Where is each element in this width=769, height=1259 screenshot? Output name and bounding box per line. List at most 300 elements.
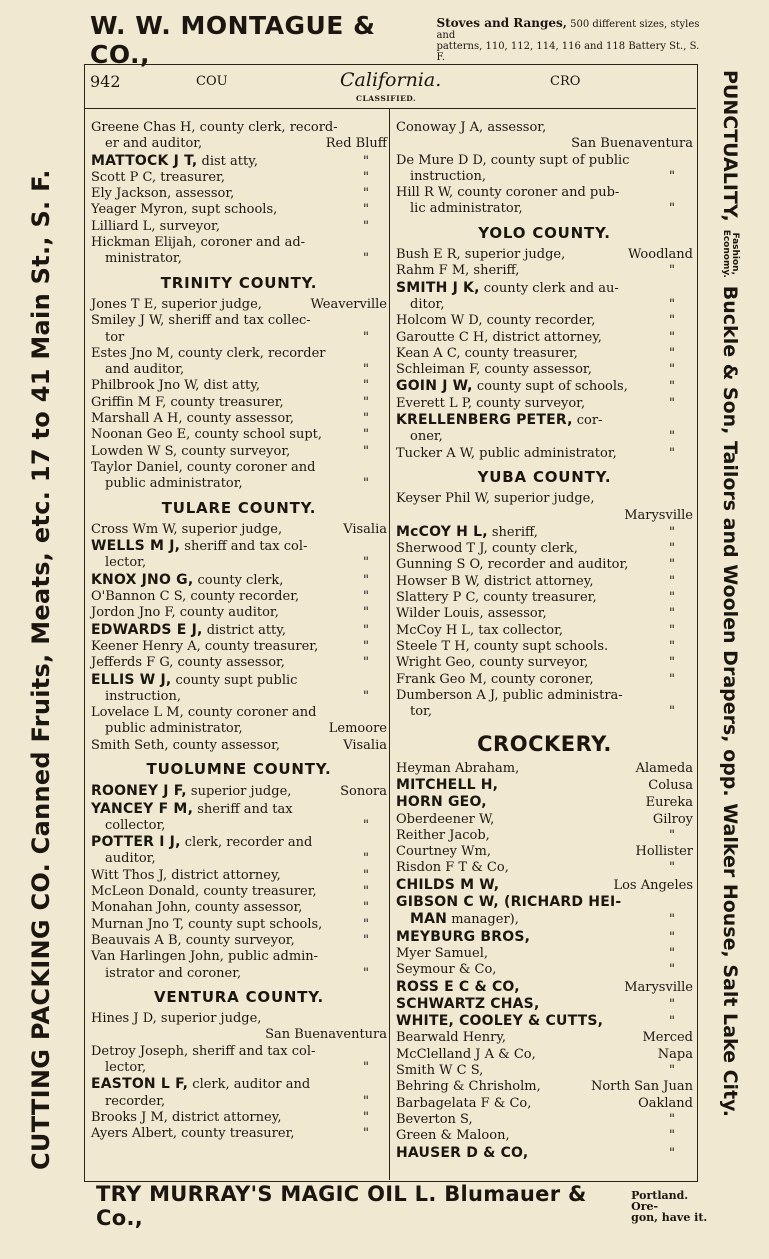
directory-entry <box>91 783 387 800</box>
directory-entry <box>91 1060 387 1076</box>
entry-name: Monahan John, county assessor, <box>91 900 303 916</box>
ditto-mark: " <box>669 313 675 329</box>
ditto-mark: " <box>669 1063 675 1079</box>
entry-location: Oakland <box>638 1095 693 1111</box>
entry-name-bold: EDWARDS E J, <box>91 621 203 638</box>
yuba-county-heading: YUBA COUNTY. <box>477 467 612 486</box>
entry-text <box>91 460 315 476</box>
portland-ad-text <box>631 1190 716 1223</box>
ditto-mark: " <box>669 379 675 395</box>
ditto-mark: " <box>363 555 369 571</box>
shasta-county-list <box>91 120 387 268</box>
directory-entry <box>396 877 693 894</box>
ditto-mark: " <box>363 851 369 867</box>
entry-text <box>91 427 322 443</box>
entry-text <box>396 590 597 606</box>
entry-text <box>91 933 295 949</box>
entry-name-bold: WELLS M J, <box>91 538 181 555</box>
entry-name: oner, <box>410 429 443 445</box>
directory-entry <box>396 860 693 876</box>
ditto-mark: " <box>363 202 369 218</box>
ditto-mark: " <box>363 932 369 948</box>
entry-name: Griffin M F, county treasurer, <box>91 394 284 410</box>
directory-entry <box>396 508 693 524</box>
ditto-mark: " <box>669 557 675 573</box>
entry-name: Behring & Chrisholm, <box>396 1079 541 1095</box>
directory-entry <box>396 169 693 185</box>
ditto-mark: " <box>669 912 675 928</box>
entry-description: clerk, recorder and <box>180 835 313 851</box>
crockery-list <box>396 761 693 1162</box>
entry-text <box>396 362 592 378</box>
entry-name: Keener Henry A, county treasurer, <box>91 638 319 654</box>
directory-entry <box>91 1126 387 1142</box>
entry-name: Cross Wm W, superior judge, <box>91 521 283 537</box>
yuba-county-list <box>396 491 693 720</box>
entry-name: Brooks J M, district attorney, <box>91 1109 282 1125</box>
directory-entry <box>396 812 693 828</box>
entry-name: Van Harlingen John, public admin- <box>91 949 319 965</box>
entry-name: public administrator, <box>105 476 243 492</box>
ditto-mark: " <box>363 362 369 378</box>
entry-location: Weaverville <box>310 296 387 312</box>
entry-text <box>105 966 241 982</box>
entry-text <box>396 541 578 557</box>
entry-text <box>396 979 520 996</box>
directory-entry <box>396 1047 693 1063</box>
right-column <box>396 120 693 1162</box>
column-divider <box>389 108 390 1180</box>
entry-name: lic administrator, <box>410 201 523 217</box>
entry-text <box>91 705 316 721</box>
tuolumne-county-heading: TUOLUMNE COUNTY. <box>146 759 332 778</box>
entry-name-bold: HORN GEO, <box>396 794 487 811</box>
entry-name-bold: MEYBURG BROS, <box>396 928 531 945</box>
entry-description: district atty, <box>202 622 287 638</box>
entry-name: lector, <box>105 1060 147 1076</box>
entry-location: Sonora <box>340 784 387 800</box>
directory-entry <box>396 688 693 704</box>
ventura-county-continued-list <box>396 120 693 218</box>
ditto-mark: " <box>669 860 675 876</box>
entry-location: Los Angeles <box>613 877 693 893</box>
ditto-mark: " <box>363 251 369 267</box>
ditto-mark: " <box>669 655 675 671</box>
directory-entry <box>396 929 693 946</box>
entry-name: Tucker A W, public administrator, <box>396 445 617 461</box>
directory-entry <box>91 1110 387 1126</box>
entry-text <box>396 446 617 462</box>
entry-name: Bush E R, superior judge, <box>396 247 566 263</box>
directory-entry <box>91 170 387 186</box>
entry-name-bold: CHILDS M W, <box>396 876 500 893</box>
directory-entry <box>396 1063 693 1079</box>
directory-entry <box>396 362 693 378</box>
directory-entry <box>91 476 387 492</box>
entry-text <box>91 219 220 235</box>
directory-entry <box>91 186 387 202</box>
ditto-mark: " <box>669 704 675 720</box>
top-advertisement-band <box>90 11 710 69</box>
entry-text <box>410 201 523 217</box>
ditto-mark: " <box>363 427 369 443</box>
directory-entry <box>396 263 693 279</box>
directory-entry <box>396 1013 693 1030</box>
ditto-mark: " <box>669 445 675 461</box>
entry-description: cor- <box>572 413 603 429</box>
ditto-mark: " <box>363 817 369 833</box>
entry-text <box>91 170 225 186</box>
entry-name: Kean A C, county treasurer, <box>396 345 578 361</box>
entry-text <box>91 801 293 818</box>
entry-name: Smith W C S, <box>396 1063 484 1079</box>
directory-entry <box>91 202 387 218</box>
punctuality-text: PUNCTUALITY, <box>719 70 741 222</box>
entry-text <box>396 761 519 777</box>
directory-entry <box>396 201 693 217</box>
entry-location: San Buenaventura <box>265 1027 387 1043</box>
ditto-mark: " <box>363 329 369 345</box>
directory-entry <box>91 411 387 427</box>
entry-text <box>91 655 285 671</box>
entry-name: recorder, <box>105 1093 166 1109</box>
montague-ad-text <box>436 15 710 63</box>
entry-name-bold: EASTON L F, <box>91 1076 189 1093</box>
ditto-mark: " <box>363 394 369 410</box>
entry-name: Howser B W, district attorney, <box>396 573 594 589</box>
entry-name-bold: ELLIS W J, <box>91 671 172 688</box>
ditto-mark: " <box>669 638 675 654</box>
ditto-mark: " <box>669 362 675 378</box>
directory-entry <box>91 738 387 754</box>
directory-entry <box>91 235 387 251</box>
entry-text <box>105 555 146 571</box>
ditto-mark: " <box>363 638 369 654</box>
entry-location: Alameda <box>635 760 693 776</box>
entry-text <box>91 346 326 362</box>
entry-name: Noonan Geo E, county school supt, <box>91 427 322 443</box>
entry-text <box>91 202 277 218</box>
entry-description: sheriff and tax <box>193 801 293 817</box>
ditto-mark: " <box>669 429 675 445</box>
header-left-key: COU <box>196 74 228 89</box>
directory-entry <box>91 136 387 152</box>
entry-text <box>91 120 338 136</box>
entry-name: Jordon Jno F, county auditor, <box>91 605 279 621</box>
entry-text <box>91 378 260 394</box>
ditto-mark: " <box>669 296 675 312</box>
entry-name: Jefferds F G, county assessor, <box>91 655 285 671</box>
ditto-mark: " <box>363 153 369 169</box>
directory-entry <box>91 378 387 394</box>
entry-text <box>396 655 588 671</box>
directory-entry <box>91 427 387 443</box>
directory-entry <box>91 251 387 267</box>
entry-text <box>396 1112 473 1128</box>
entry-text <box>91 949 318 965</box>
entry-name: Heyman Abraham, <box>396 760 520 776</box>
ditto-mark: " <box>363 867 369 883</box>
directory-entry <box>396 704 693 720</box>
header-classified-label: CLASSIFIED. <box>356 94 417 103</box>
entry-text <box>396 1145 528 1162</box>
entry-text <box>396 557 628 573</box>
entry-text <box>396 412 602 429</box>
entry-text <box>396 672 594 688</box>
directory-entry <box>91 622 387 639</box>
entry-text <box>105 362 184 378</box>
entry-name: Murnan Jno T, county supt schools, <box>91 916 323 932</box>
directory-entry <box>396 330 693 346</box>
economy-word: Economy. <box>721 229 731 278</box>
ditto-mark: " <box>669 541 675 557</box>
entry-name: De Mure D D, county supt of public <box>396 152 630 168</box>
ditto-mark: " <box>363 589 369 605</box>
entry-name: Estes Jno M, county clerk, recorder <box>91 345 326 361</box>
directory-entry <box>396 574 693 590</box>
entry-name-bold: HAUSER D & CO, <box>396 1144 529 1161</box>
directory-entry <box>396 894 693 911</box>
entry-name: istrator and coroner, <box>105 965 242 981</box>
portland-ad-line2: gon, have it. <box>631 1210 708 1224</box>
entry-name-bold: McCOY H L, <box>396 523 488 540</box>
entry-name: tor <box>105 329 125 345</box>
ventura-county-list <box>91 1011 387 1142</box>
directory-entry <box>396 844 693 860</box>
entry-text <box>91 153 258 170</box>
entry-name: Conoway J A, assessor, <box>396 120 547 135</box>
entry-text <box>396 120 546 136</box>
directory-entry <box>396 1128 693 1144</box>
entry-text <box>396 894 621 911</box>
entry-name: Schleiman F, county assessor, <box>396 362 592 378</box>
entry-name-bold: MATTOCK J T, <box>91 152 198 169</box>
entry-description: clerk, auditor and <box>188 1077 311 1093</box>
entry-location: Marysville <box>624 979 693 995</box>
ditto-mark: " <box>363 443 369 459</box>
entry-text <box>396 623 563 639</box>
directory-entry <box>396 378 693 395</box>
entry-name: instruction, <box>105 688 182 704</box>
tulare-county-heading: TULARE COUNTY. <box>161 498 317 517</box>
ditto-mark: " <box>669 622 675 638</box>
entry-text <box>396 996 539 1013</box>
page-header <box>84 64 696 109</box>
directory-entry <box>91 689 387 705</box>
entry-name: Yeager Myron, supt schools, <box>91 202 278 218</box>
entry-text <box>396 777 498 794</box>
entry-description: county clerk, <box>193 572 284 588</box>
directory-entry <box>91 297 387 313</box>
entry-text <box>396 330 602 346</box>
entry-text <box>396 860 509 876</box>
entry-text <box>396 606 547 622</box>
entry-text <box>396 1013 603 1030</box>
directory-entry <box>396 623 693 639</box>
entry-text <box>91 783 291 800</box>
header-right-key: CRO <box>550 74 581 89</box>
ditto-mark: " <box>363 688 369 704</box>
tuolumne-county-list <box>91 783 387 982</box>
entry-text <box>410 297 444 313</box>
ditto-mark: " <box>669 573 675 589</box>
entry-name: Hines J D, superior judge, <box>91 1011 262 1027</box>
directory-entry <box>91 949 387 965</box>
directory-entry <box>91 801 387 818</box>
ditto-mark: " <box>363 605 369 621</box>
ditto-mark: " <box>669 329 675 345</box>
entry-name: Marshall A H, county assessor, <box>91 411 295 427</box>
entry-name: Keyser Phil W, superior judge, <box>396 491 595 507</box>
montague-ad-line1: 500 different sizes, styles and <box>436 18 700 41</box>
entry-location: Red Bluff <box>325 136 387 152</box>
entry-text <box>91 444 290 460</box>
entry-name-bold: SCHWARTZ CHAS, <box>396 995 540 1012</box>
right-margin-advertisement <box>705 70 755 1170</box>
montague-ad-line2: patterns, 110, 112, 114, 116 and 118 Battery St., S. F. <box>436 40 700 63</box>
entry-location: Visalia <box>343 737 387 753</box>
entry-text <box>410 429 443 445</box>
directory-entry <box>91 1044 387 1060</box>
entry-text <box>105 721 243 737</box>
ditto-mark: " <box>669 168 675 184</box>
header-state-title: California. <box>340 69 442 91</box>
directory-entry <box>396 911 693 928</box>
entry-text <box>105 251 182 267</box>
directory-entry <box>91 868 387 884</box>
entry-location: Colusa <box>648 777 693 793</box>
directory-entry <box>396 1079 693 1095</box>
entry-text <box>91 672 297 689</box>
trinity-county-heading: TRINITY COUNTY. <box>160 273 318 292</box>
ditto-mark: " <box>363 572 369 588</box>
entry-text <box>396 877 499 894</box>
entry-location: Marysville <box>624 507 693 523</box>
entry-text <box>91 235 305 251</box>
directory-entry <box>91 672 387 689</box>
directory-entry <box>396 979 693 996</box>
directory-entry <box>91 1011 387 1027</box>
entry-name: Ayers Albert, county treasurer, <box>91 1126 295 1142</box>
directory-entry <box>91 639 387 655</box>
entry-name: Courtney Wm, <box>396 844 491 860</box>
entry-text <box>105 689 181 705</box>
entry-text <box>91 522 282 538</box>
directory-entry <box>91 572 387 589</box>
directory-entry <box>91 834 387 851</box>
entry-name: Rahm F M, sheriff, <box>396 263 520 279</box>
entry-text <box>91 738 280 754</box>
entry-name-bold: POTTER I J, <box>91 834 181 851</box>
entry-text <box>91 1076 310 1093</box>
directory-entry <box>396 1112 693 1128</box>
entry-description: county clerk and au- <box>479 280 619 296</box>
entry-name: Beauvais A B, county surveyor, <box>91 932 295 948</box>
directory-entry <box>396 590 693 606</box>
entry-text <box>396 1079 541 1095</box>
entry-text <box>396 1128 510 1144</box>
entry-text <box>91 395 284 411</box>
entry-name-bold: KRELLENBERG PETER, <box>396 412 573 429</box>
entry-text <box>396 263 519 279</box>
directory-entry <box>91 313 387 329</box>
ditto-mark: " <box>669 606 675 622</box>
entry-name: O'Bannon C S, county recorder, <box>91 589 300 605</box>
entry-text <box>396 346 578 362</box>
entry-text <box>91 1110 281 1126</box>
entry-name: Detroy Joseph, sheriff and tax col- <box>91 1043 316 1059</box>
entry-text <box>105 330 124 346</box>
entry-text <box>91 313 311 329</box>
buckle-son-text: Buckle & Son, Tailors and Woolen Drapers, opp. Walker House, Salt Lake City. <box>719 285 741 1118</box>
entry-name: Taylor Daniel, county coroner and <box>91 459 316 475</box>
directory-entry <box>396 672 693 688</box>
entry-text <box>396 1047 536 1063</box>
entry-text <box>396 1096 531 1112</box>
entry-name: Sherwood T J, county clerk, <box>396 541 578 557</box>
entry-text <box>396 378 628 395</box>
yolo-county-list <box>396 247 693 462</box>
ditto-mark: " <box>363 916 369 932</box>
entry-text <box>105 1060 146 1076</box>
directory-entry <box>396 606 693 622</box>
entry-text <box>396 639 608 655</box>
ditto-mark: " <box>669 1145 675 1161</box>
directory-entry <box>396 136 693 152</box>
entry-location: Napa <box>657 1046 693 1062</box>
entry-name: Oberdeener W, <box>396 811 495 827</box>
entry-name: Smith Seth, county assessor, <box>91 737 281 753</box>
directory-entry <box>91 851 387 867</box>
entry-text <box>91 1126 295 1142</box>
ditto-mark: " <box>669 1128 675 1144</box>
entry-text <box>396 844 491 860</box>
entry-location: Gilroy <box>652 811 693 827</box>
entry-text <box>396 247 565 263</box>
directory-entry <box>91 538 387 555</box>
entry-text <box>91 589 299 605</box>
entry-name: Frank Geo M, county coroner, <box>396 671 594 687</box>
ditto-mark: " <box>669 996 675 1012</box>
directory-entry <box>396 412 693 429</box>
directory-entry <box>396 446 693 462</box>
entry-name: Lovelace L M, county coroner and <box>91 705 317 721</box>
entry-name: Everett L P, county surveyor, <box>396 395 586 411</box>
entry-name: Steele T H, county supt schools. <box>396 638 609 654</box>
directory-entry <box>91 605 387 621</box>
ditto-mark: " <box>363 476 369 492</box>
entry-name: McCoy H L, tax collector, <box>396 622 564 638</box>
entry-text <box>396 491 595 507</box>
directory-entry <box>396 297 693 313</box>
entry-text <box>396 280 619 297</box>
entry-description: sheriff and tax col- <box>180 539 308 555</box>
entry-name-bold: GIBSON C W, (RICHARD HEI- <box>396 894 622 911</box>
entry-text <box>91 1011 261 1027</box>
directory-entry <box>91 219 387 235</box>
entry-name: Seymour & Co, <box>396 962 497 978</box>
entry-name: Lowden W S, county surveyor, <box>91 443 291 459</box>
entry-name: Ely Jackson, assessor, <box>91 186 235 202</box>
directory-entry <box>91 1094 387 1110</box>
ditto-mark: " <box>669 671 675 687</box>
ditto-mark: " <box>363 411 369 427</box>
ditto-mark: " <box>363 655 369 671</box>
entry-name: Wright Geo, county surveyor, <box>396 655 589 671</box>
entry-text <box>396 946 488 962</box>
portland-ad-line1: Portland. Ore- <box>631 1188 689 1213</box>
ditto-mark: " <box>669 263 675 279</box>
